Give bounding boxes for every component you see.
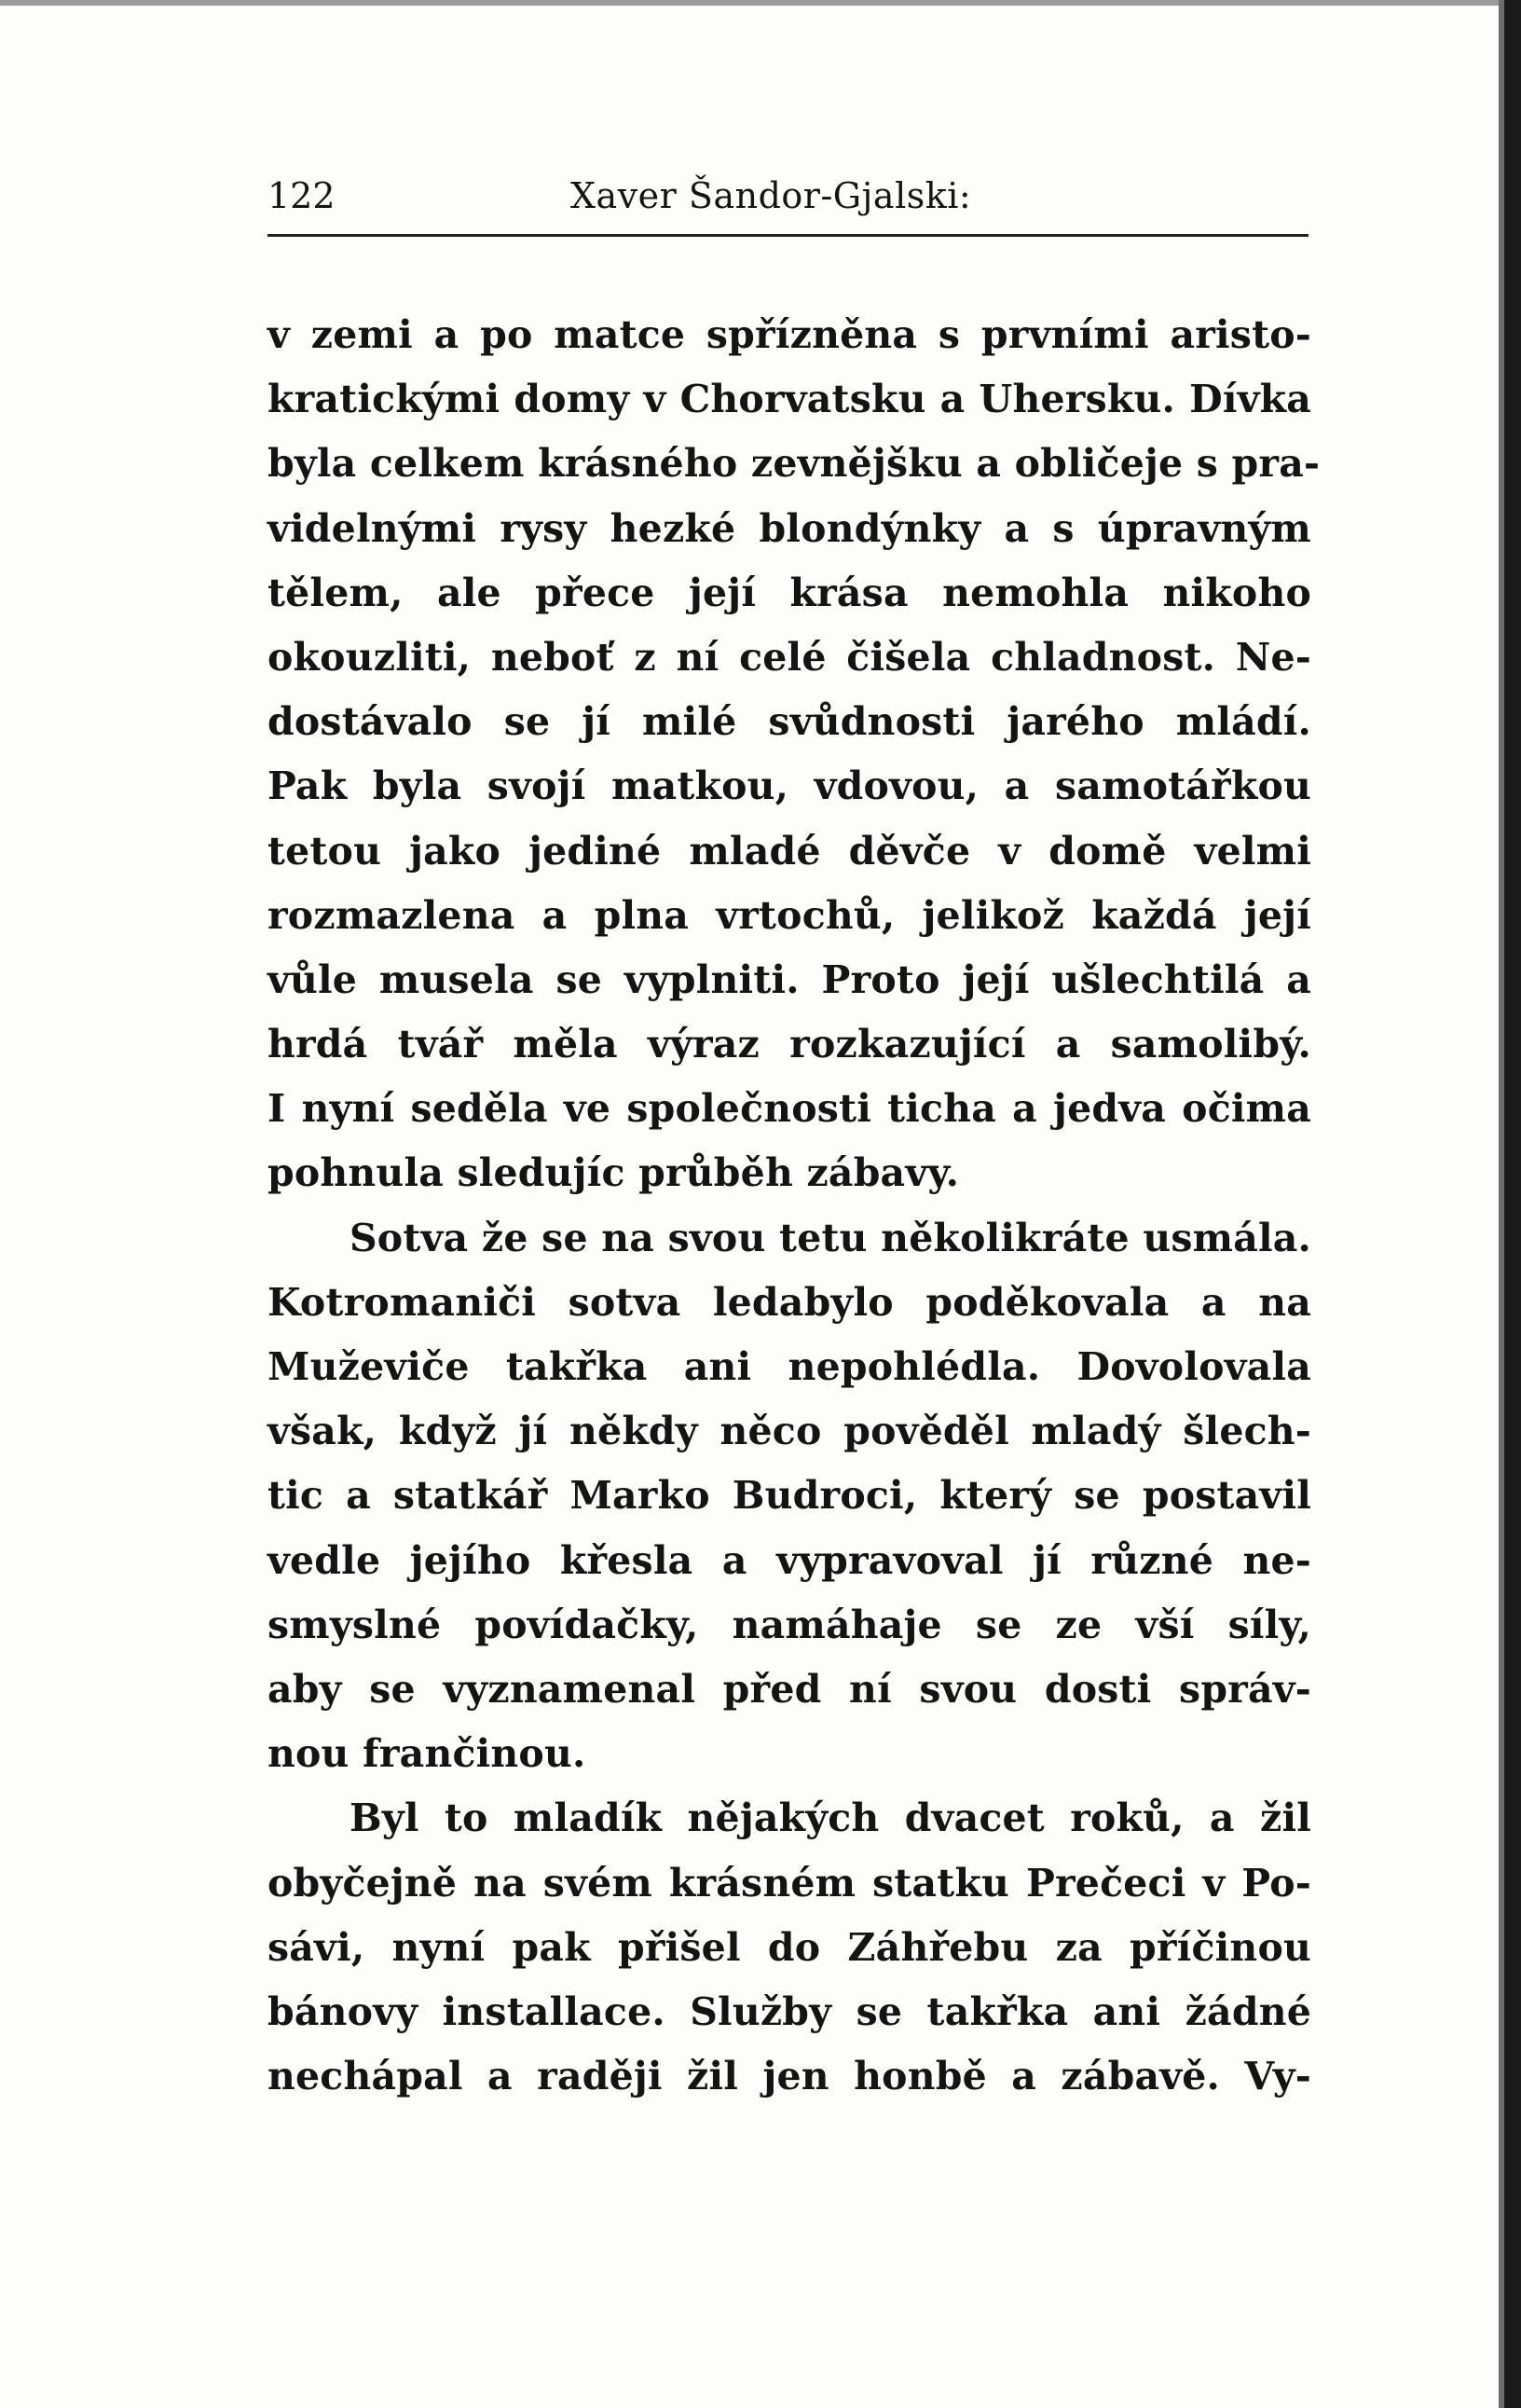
- text-line: pohnula sledujíc průběh zábavy.: [267, 1150, 960, 1196]
- text-line: smyslné povídačky, namáhaje se ze vší síly,: [267, 1602, 1311, 1647]
- text-line: dostávalo se jí milé svůdnosti jarého mládí.: [267, 699, 1311, 745]
- scan-top-edge: [0, 0, 1521, 6]
- body-text: [267, 303, 1321, 2109]
- text-line: Kotromaniči sotva ledabylo poděkovala a na: [267, 1279, 1311, 1325]
- scan-right-edge: [1504, 0, 1521, 2408]
- page-number: 122: [267, 175, 336, 216]
- text-line: kratickými domy v Chorvatsku a Uhersku. Dívka: [267, 377, 1311, 422]
- running-head: Xaver Šandor-Gjalski:: [570, 175, 972, 216]
- text-line: byla celkem krásného zevnějšku a obličeje s pra-: [267, 441, 1321, 487]
- text-line: Sotva že se na svou tetu několikráte usmála.: [349, 1215, 1311, 1260]
- text-line: v zemi a po matce spřízněna s prvními aristo-: [267, 312, 1311, 357]
- text-line: nechápal a raději žil jen honbě a zábavě. Vy-: [267, 2054, 1311, 2099]
- text-line: nou frančinou.: [267, 1731, 586, 1777]
- text-line: I nyní seděla ve společnosti ticha a jedva očima: [267, 1086, 1311, 1132]
- page-header: [267, 172, 1309, 227]
- text-line: Muževiče takřka ani nepohlédla. Dovolovala: [267, 1344, 1311, 1389]
- text-line: obyčejně na svém krásném statku Prečeci v Po-: [267, 1860, 1311, 1906]
- text-line: Pak byla svojí matkou, vdovou, a samotářkou: [267, 764, 1311, 809]
- text-line: okouzliti, neboť z ní celé čišela chladnost. Ne-: [267, 634, 1311, 680]
- text-line: tělem, ale přece její krása nemohla nikoho: [267, 570, 1311, 615]
- text-line: hrdá tvář měla výraz rozkazující a samolibý.: [267, 1022, 1311, 1067]
- text-line: Byl to mladík nějakých dvacet roků, a žil: [349, 1796, 1311, 1841]
- text-line: videlnými rysy hezké blondýnky a s úpravným: [267, 505, 1311, 551]
- text-line: tetou jako jediné mladé děvče v domě velmi: [267, 828, 1311, 874]
- text-line: však, když jí někdy něco pověděl mladý šlech-: [267, 1409, 1311, 1454]
- text-line: rozmazlena a plna vrtochů, jelikož každá její: [267, 892, 1311, 938]
- text-line: bánovy installace. Služby se takřka ani žádné: [267, 1988, 1311, 2034]
- text-line: sávi, nyní pak přišel do Záhřebu za příčinou: [267, 1924, 1311, 1970]
- text-line: vedle jejího křesla a vypravoval jí různé ne-: [267, 1537, 1311, 1583]
- header-rule: [267, 234, 1309, 237]
- text-line: tic a statkář Marko Budroci, který se postavil: [267, 1473, 1311, 1519]
- text-line: vůle musela se vyplniti. Proto její ušlechtilá a: [267, 956, 1311, 1002]
- text-line: aby se vyznamenal před ní svou dosti správ-: [267, 1666, 1311, 1712]
